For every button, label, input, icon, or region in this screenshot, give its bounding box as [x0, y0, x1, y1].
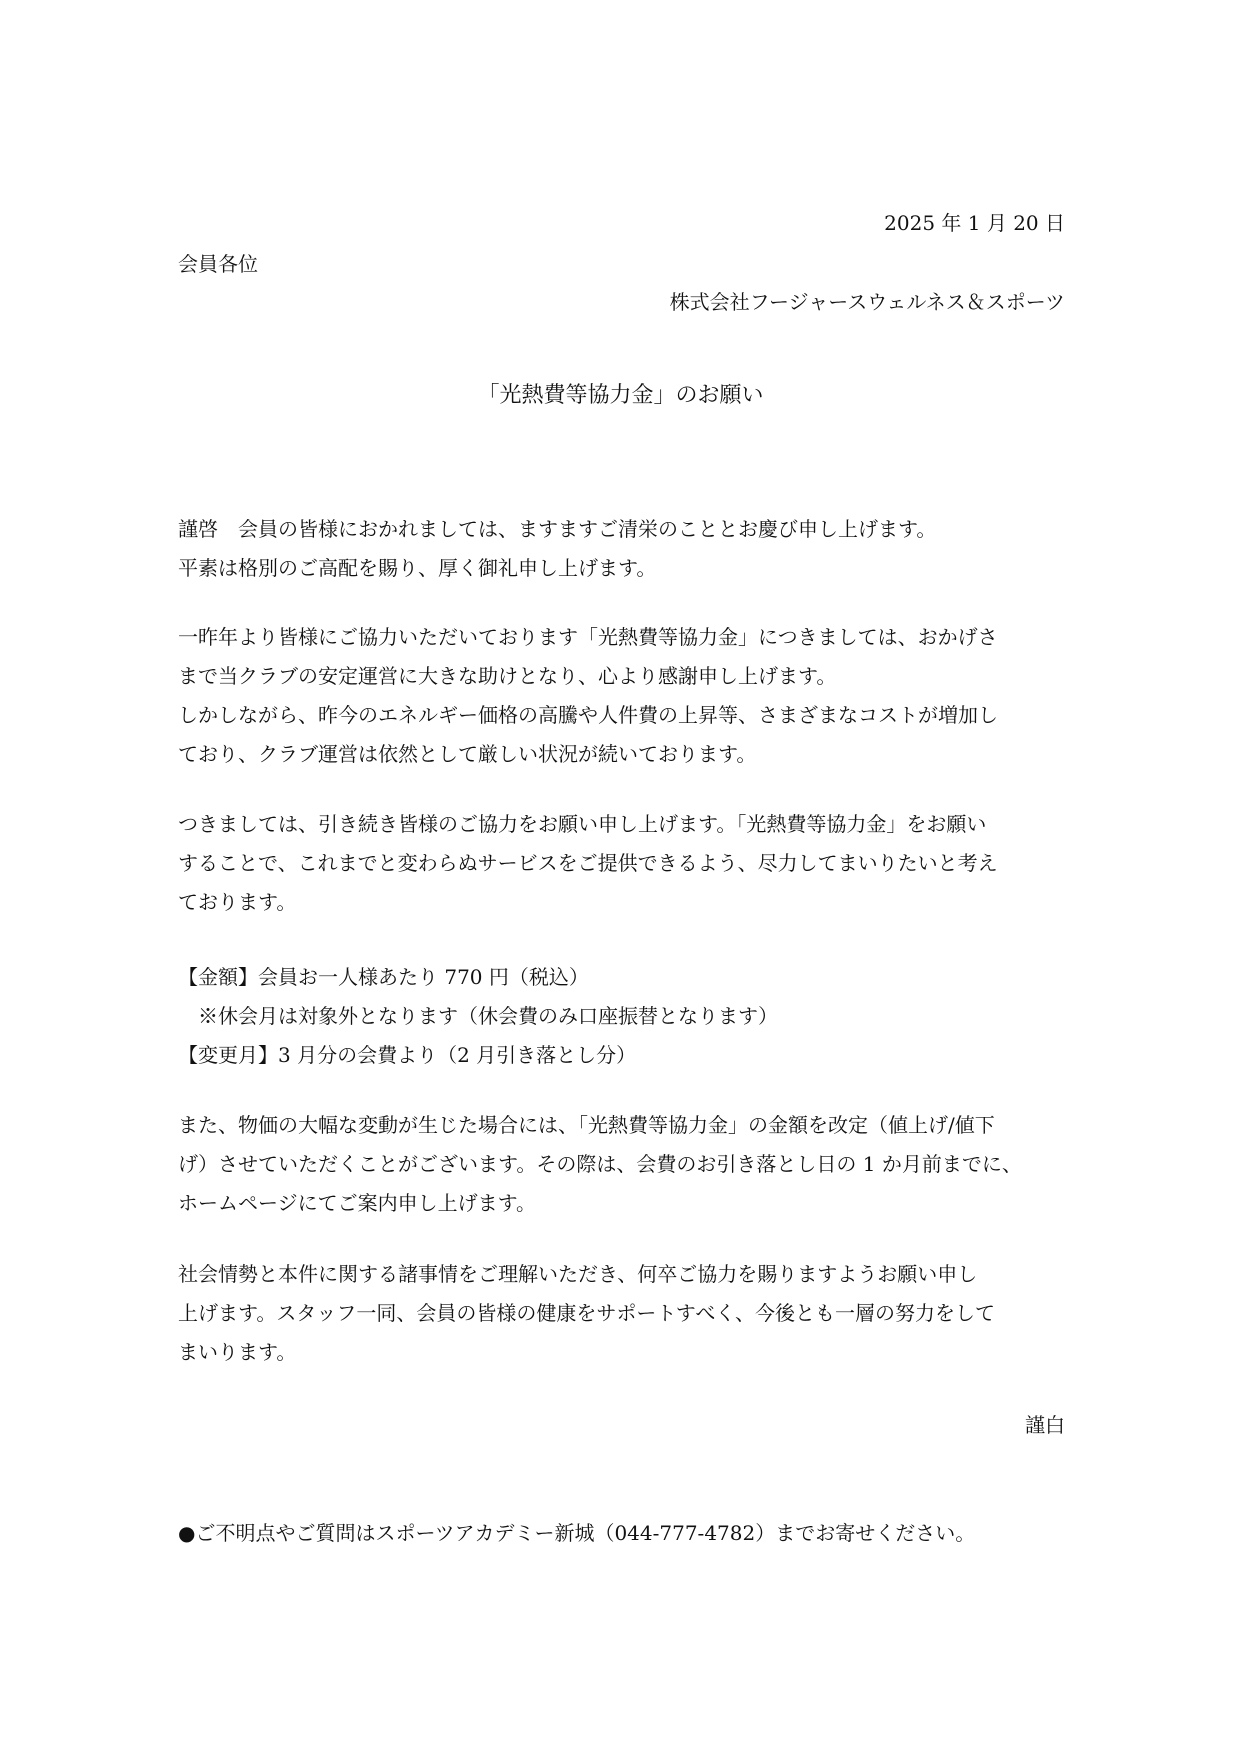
contact-notice: ●ご不明点やご質問はスポーツアカデミー新城（044-777-4782）までお寄せください。 [178, 1521, 976, 1545]
paragraph-line: げ）させていただくことがございます。その際は、会費のお引き落とし日の 1 か月前までに、 [178, 1152, 1022, 1176]
paragraph-line: ており、クラブ運営は依然として厳しい状況が続いております。 [178, 742, 757, 766]
paragraph-line: ホームページにてご案内申し上げます。 [178, 1191, 536, 1215]
paragraph-line: 上げます。スタッフ一同、会員の皆様の健康をサポートすべく、今後とも一層の努力をして [178, 1301, 995, 1325]
paragraph-line: ております。 [178, 890, 297, 914]
paragraph-line: まいります。 [178, 1340, 297, 1364]
request-paragraph [178, 805, 1066, 922]
amount-line: 【金額】会員お一人様あたり 770 円（税込） [178, 965, 589, 989]
letter-date: 2025 年 1 月 20 日 [884, 211, 1065, 235]
revision-paragraph [178, 1106, 1066, 1223]
details-block [178, 958, 1066, 1075]
paragraph-line: 謹啓 会員の皆様におかれましては、ますますご清栄のこととお慶び申し上げます。 [178, 517, 937, 541]
paragraph-line: 一昨年より皆様にご協力いただいております「光熱費等協力金」につきましては、おかげさ [178, 625, 998, 649]
addressee: 会員各位 [178, 252, 258, 276]
paragraph-line: つきましては、引き続き皆様のご協力をお願い申し上げます。「光熱費等協力金」をお願い [178, 812, 987, 836]
thanks-paragraph [178, 618, 1066, 774]
paragraph-line: また、物価の大幅な変動が生じた場合には、「光熱費等協力金」の金額を改定（値上げ/値下 [178, 1113, 995, 1137]
paragraph-line: しかしながら、昨今のエネルギー価格の高騰や人件費の上昇等、さまざまなコストが増加し [178, 703, 998, 727]
closing-remark: 謹白 [1025, 1413, 1065, 1437]
paragraph-line: することで、これまでと変わらぬサービスをご提供できるよう、尽力してまいりたいと考え [178, 851, 998, 875]
paragraph-line: まで当クラブの安定運営に大きな助けとなり、心より感謝申し上げます。 [178, 664, 837, 688]
greeting-paragraph [178, 510, 1066, 588]
paragraph-line: 平素は格別のご高配を賜り、厚く御礼申し上げます。 [178, 556, 657, 580]
paragraph-line: 社会情勢と本件に関する諸事情をご理解いただき、何卒ご協力を賜りますようお願い申し [178, 1262, 978, 1286]
sender-company: 株式会社フージャースウェルネス＆スポーツ [669, 290, 1065, 314]
change-month-line: 【変更月】3 月分の会費より（2 月引き落とし分） [178, 1043, 637, 1067]
suspension-note: ※休会月は対象外となります（休会費のみ口座振替となります） [198, 1004, 778, 1028]
closing-paragraph [178, 1255, 1066, 1372]
document-title: 「光熱費等協力金」のお願い [477, 383, 764, 408]
